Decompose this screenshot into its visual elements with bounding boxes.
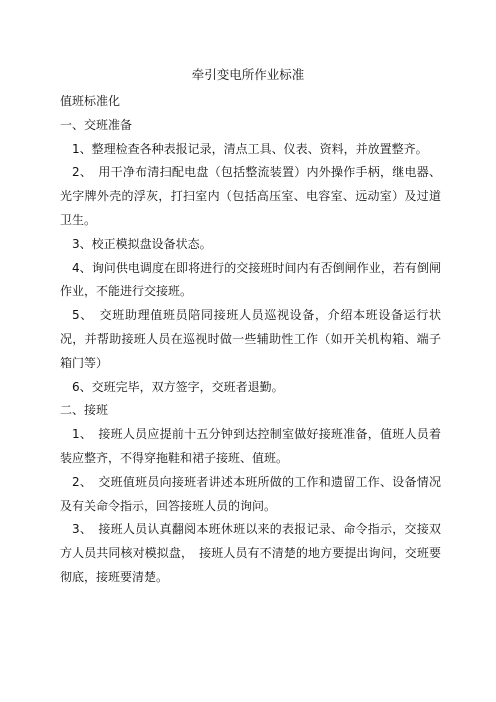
list-item: 3、校正模拟盘设备状态。	[72, 236, 212, 251]
list-item: 6、交班完毕，双方签字，交班者退勤。	[72, 379, 284, 394]
list-item: 3、 接班人员认真翻阅本班休班以来的表报记录、命令指示，交接双方人员共同核对模拟盘， 接班人员有不清楚的地方要提出询问，交班要彻底，接班要清楚。	[60, 522, 441, 584]
document-title: 牵引变电所作业标准	[191, 67, 305, 82]
list-item: 4、询问供电调度在即将进行的交接班时间内有否倒闸作业，若有倒闸作业，不能进行交接班。	[60, 260, 441, 299]
list-item: 1、整理检查各种表报记录，清点工具、仪表、资料，并放置整齐。	[72, 141, 428, 156]
document-body	[60, 90, 441, 590]
list-item: 5、 交班助理值班员陪同接班人员巡视设备，介绍本班设备运行状况，并帮助接班人员在巡视时做一些辅助性工作（如开关机构箱、端子箱门等）	[60, 308, 441, 370]
list-item: 2、 用干净布清扫配电盘（包括整流装置）内外操作手柄，继电器、光字牌外壳的浮灰，打扫室内（包括高压室、电容室、远动室）及过道卫生。	[60, 165, 441, 227]
list-item: 1、 接班人员应提前十五分钟到达控制室做好接班准备，值班人员着装应整齐，不得穿拖鞋和裙子接班、值班。	[60, 427, 441, 465]
subsection-heading: 一、交班准备	[60, 117, 133, 132]
subsection-heading: 二、接班	[60, 403, 109, 418]
list-item: 2、 交班值班员向接班者讲述本班所做的工作和遗留工作、设备情况及有关命令指示，回答接班人员的询问。	[60, 474, 441, 513]
section-heading: 值班标准化	[60, 94, 121, 108]
